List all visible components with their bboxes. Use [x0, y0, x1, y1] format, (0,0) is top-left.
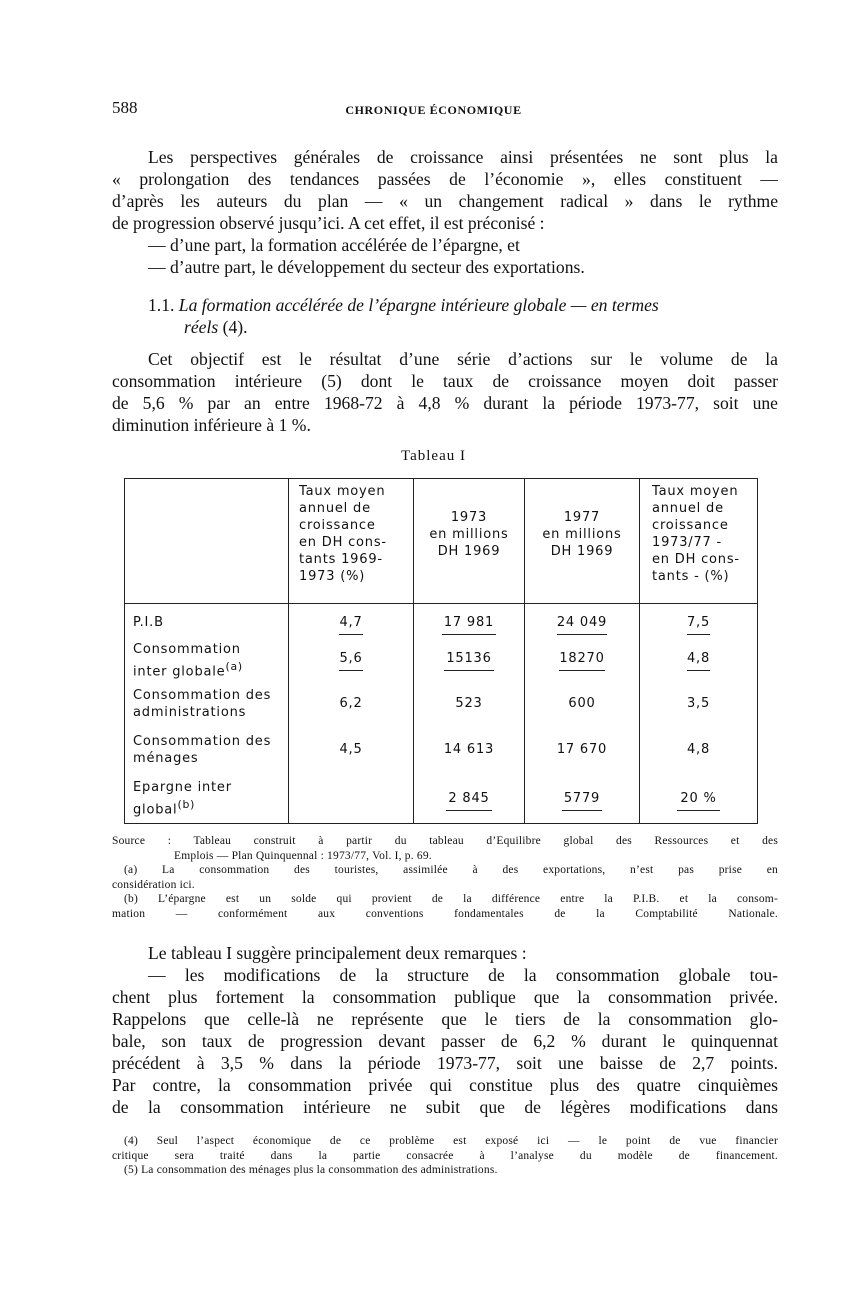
- section-number: 1.1.: [148, 295, 175, 315]
- table-header-row: [125, 479, 758, 604]
- note-b-cont: mation — conformément aux conventions fondamentales de la Comptabilité Nationale.: [112, 907, 778, 920]
- text-line: — les modifications de la structure de la consommation globale tou-: [148, 965, 778, 985]
- table-row: Epargne inter global$^{(b)}$ 2 845 5779 20 %: [125, 776, 758, 824]
- note-a: (a) La consommation des touristes, assimilée à des exportations, n’est pas prise en: [124, 864, 778, 877]
- section-heading: [148, 294, 778, 338]
- text-line: d’après les auteurs du plan — « un changement radical » dans le rythme: [112, 191, 778, 211]
- header-cell-growth-6973: Taux moyen annuel de croissance en DH cons- tants 1969- 1973 (%): [289, 479, 414, 604]
- header-cell-empty: [125, 479, 289, 604]
- section-title: La formation accélérée de l’épargne intérieure globale — en termes: [178, 295, 659, 315]
- text-line: de la consommation intérieure ne subit que de légères modifications dans: [112, 1097, 778, 1117]
- text-line: bale, son taux de progression devant passer de 6,2 % durant le quinquennat: [112, 1031, 778, 1051]
- table-row: Consommation inter globale$^{(a)}$ 5,6 15136 18270 4,8: [125, 638, 758, 684]
- section-title-cont: réels: [184, 317, 219, 337]
- intro-paragraph: [112, 146, 778, 278]
- remarks-paragraph: [112, 942, 778, 1118]
- footnote-4-cont: critique sera traité dans la partie consacrée à l’analyse du modèle de financement.: [112, 1149, 778, 1162]
- page-number: 588: [112, 98, 138, 117]
- text-line: « prolongation des tendances passées de l’économie », elles constituent —: [112, 169, 778, 189]
- text-line: diminution inférieure à 1 %.: [112, 415, 311, 435]
- table-row: Consommation des administrations 6,2 523 600 3,5: [125, 684, 758, 730]
- footnotes: [112, 1134, 778, 1178]
- table-source-notes: [112, 834, 778, 922]
- section-note: (4).: [222, 317, 248, 337]
- dash-item: — d’autre part, le développement du secteur des exportations.: [148, 257, 585, 277]
- text-line: chent plus fortement la consommation publique que la consommation privée.: [112, 987, 778, 1007]
- table-row: Consommation des ménages 4,5 14 613 17 670 4,8: [125, 730, 758, 776]
- data-table: [124, 478, 758, 824]
- header-cell-1977: 1977 en millions DH 1969: [525, 479, 640, 604]
- table-row: P.I.B 4,7 17 981 24 049 7,5: [125, 604, 758, 638]
- source-line: Emplois — Plan Quinquennal : 1973/77, Vol. I, p. 69.: [174, 849, 432, 862]
- objective-paragraph: [112, 348, 778, 436]
- text-line: Les perspectives générales de croissance ainsi présentées ne sont plus la: [148, 147, 778, 167]
- text-line: précédent à 3,5 % dans la période 1973-77, soit une baisse de 2,7 points.: [112, 1053, 778, 1073]
- text-line: Rappelons que celle-là ne représente que le tiers de la consommation glo-: [112, 1009, 778, 1029]
- text-line: Par contre, la consommation privée qui constitue plus des quatre cinquièmes: [112, 1075, 778, 1095]
- text-line: Le tableau I suggère principalement deux remarques :: [148, 943, 527, 963]
- table-caption: Tableau I: [400, 448, 466, 464]
- note-a-cont: considération ici.: [112, 878, 195, 891]
- text-line: de progression observé jusqu’ici. A cet effet, il est préconisé :: [112, 213, 545, 233]
- header-cell-1973: 1973 en millions DH 1969: [414, 479, 525, 604]
- footnote-5: (5) La consommation des ménages plus la consommation des administrations.: [124, 1164, 498, 1177]
- source-line: Source : Tableau construit à partir du tableau d’Equilibre global des Ressources et des: [112, 835, 778, 847]
- text-line: de 5,6 % par an entre 1968-72 à 4,8 % durant la période 1973-77, soit une: [112, 393, 778, 413]
- header-cell-growth-7377: Taux moyen annuel de croissance 1973/77 - en DH cons- tants - (%): [640, 479, 758, 604]
- text-line: Cet objectif est le résultat d’une série d’actions sur le volume de la: [148, 349, 778, 369]
- text-line: consommation intérieure (5) dont le taux de croissance moyen doit passer: [112, 371, 778, 391]
- note-b: (b) L’épargne est un solde qui provient de la différence entre la P.I.B. et la consom-: [124, 893, 778, 906]
- running-title: CHRONIQUE ÉCONOMIQUE: [345, 103, 522, 117]
- dash-item: — d’une part, la formation accélérée de l’épargne, et: [148, 235, 520, 255]
- footnote-4: (4) Seul l’aspect économique de ce problème est exposé ici — le point de vue financier: [124, 1135, 778, 1147]
